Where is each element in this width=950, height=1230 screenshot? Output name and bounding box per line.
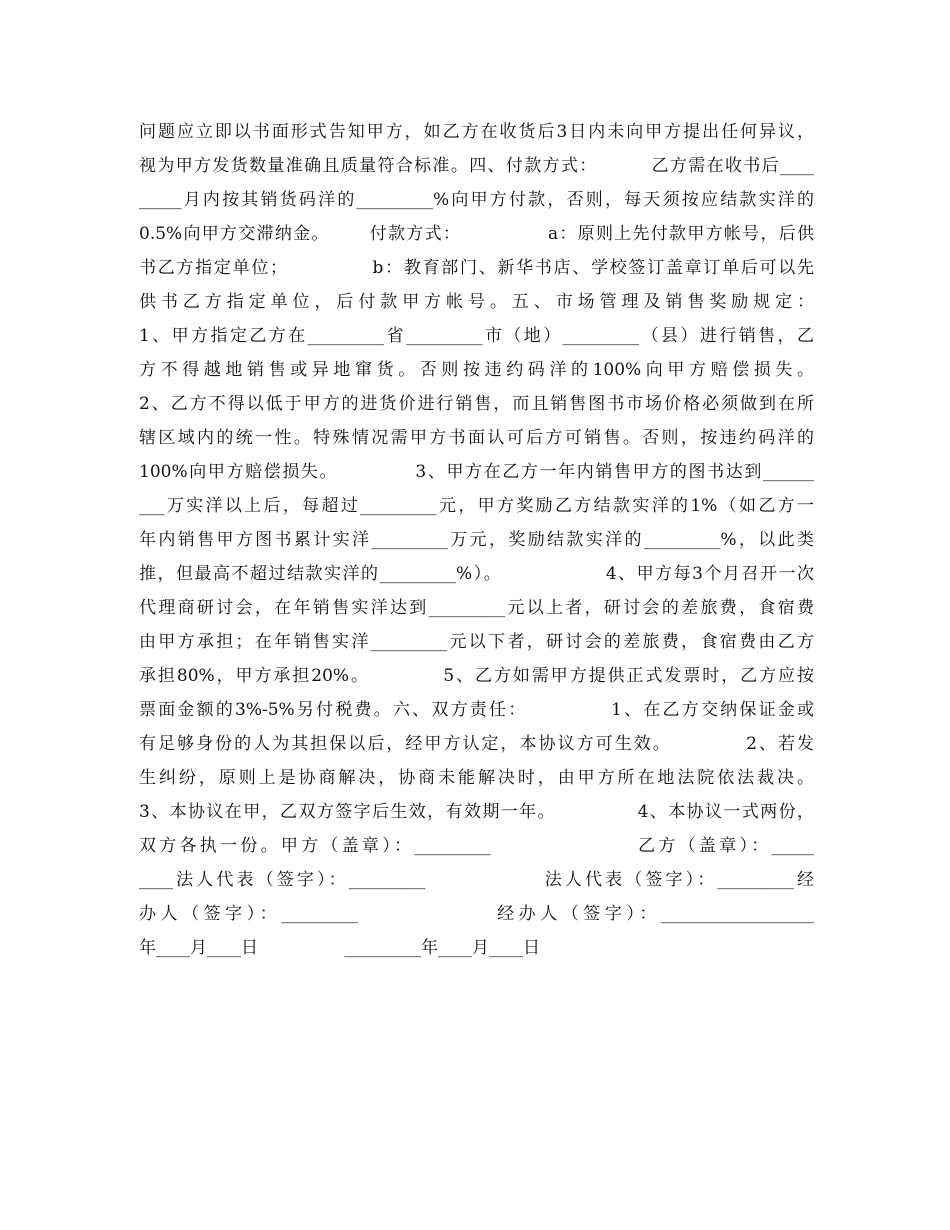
text-line: 方不得越地销售或异地窜货。否则按违约码洋的100%向甲方赔偿损失。 xyxy=(139,360,814,380)
text-line: 辖区域内的统一性。特殊情况需甲方书面认可后方可销售。否则，按违约码洋的 xyxy=(139,428,814,448)
text-line: 双方各执一份。甲方（盖章）：_________ 乙方（盖章）：_____ xyxy=(139,836,814,856)
text-line: 年内销售甲方图书累计实洋_________万元，奖励结款实洋的_________%，以此类 xyxy=(139,530,814,550)
text-line: 视为甲方发货数量准确且质量符合标准。四、付款方式： 乙方需在收书后____ xyxy=(139,156,814,176)
text-line: 100%向甲方赔偿损失。 3、甲方在乙方一年内销售甲方的图书达到______ xyxy=(139,462,814,482)
text-line: 书乙方指定单位； b：教育部门、新华书店、学校签订盖章订单后可以先 xyxy=(139,258,814,278)
text-line: _____月内按其销货码洋的_________%向甲方付款，否则，每天须按应结款实洋的 xyxy=(139,190,814,210)
text-line: 承担80%，甲方承担20%。 5、乙方如需甲方提供正式发票时，乙方应按 xyxy=(139,666,814,686)
text-line: 2、乙方不得以低于甲方的进货价进行销售，而且销售图书市场价格必须做到在所 xyxy=(139,394,814,414)
text-line: ____法人代表（签字）：_________ 法人代表（签字）：_________经 xyxy=(139,870,814,890)
text-line: 票面金额的3%-5%另付税费。六、双方责任： 1、在乙方交纳保证金或 xyxy=(139,700,814,720)
text-line: ___万实洋以上后，每超过_________元，甲方奖励乙方结款实洋的1%（如乙方一 xyxy=(139,496,814,516)
text-line: 供书乙方指定单位，后付款甲方帐号。五、市场管理及销售奖励规定： xyxy=(139,292,814,312)
text-line: 1、甲方指定乙方在_________省_________市（地）_________（县）进行销售，乙 xyxy=(139,326,814,346)
text-line: 有足够身份的人为其担保以后，经甲方认定，本协议方可生效。 2、若发 xyxy=(139,734,814,754)
text-line: 0.5%向甲方交滞纳金。 付款方式： a：原则上先付款甲方帐号，后供 xyxy=(139,224,814,244)
text-line: 代理商研讨会，在年销售实洋达到_________元以上者，研讨会的差旅费，食宿费 xyxy=(139,598,814,618)
text-line: 3、本协议在甲，乙双方签字后生效，有效期一年。 4、本协议一式两份， xyxy=(139,802,814,822)
text-line: 年____月____日 _________年____月____日 xyxy=(139,938,540,958)
text-line: 办人（签字）：_________ 经办人（签字）：__________________ xyxy=(139,904,814,924)
text-line: 推，但最高不超过结款实洋的_________%）。 4、甲方每3个月召开一次 xyxy=(139,564,814,584)
text-line: 生纠纷，原则上是协商解决，协商未能解决时，由甲方所在地法院依法裁决。 xyxy=(139,768,814,788)
document-body xyxy=(139,115,814,965)
text-line: 由甲方承担；在年销售实洋_________元以下者，研讨会的差旅费，食宿费由乙方 xyxy=(139,632,814,652)
text-line: 问题应立即以书面形式告知甲方，如乙方在收货后3日内未向甲方提出任何异议， xyxy=(139,122,814,142)
